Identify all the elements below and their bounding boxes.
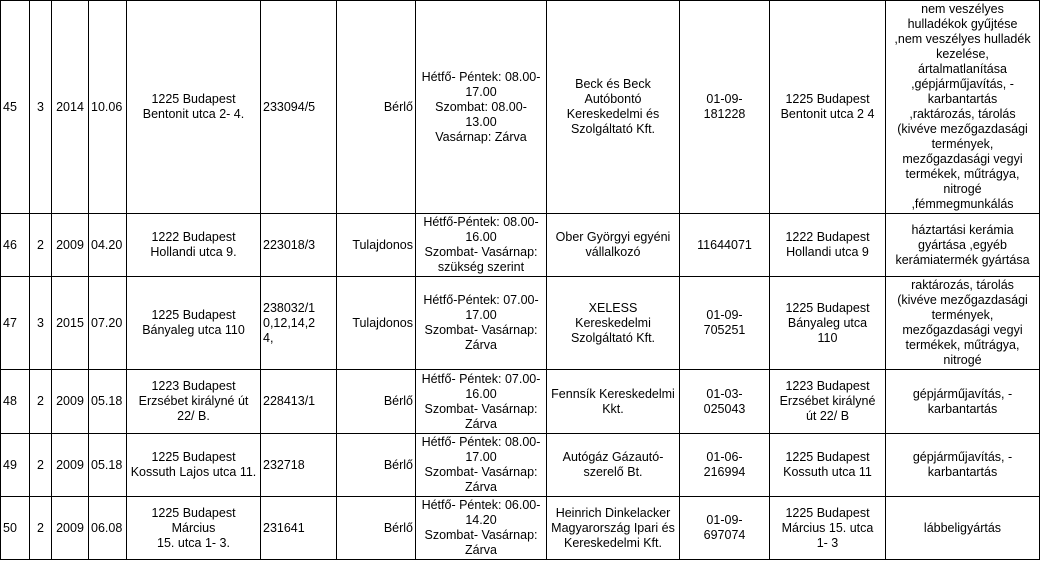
sub-number-text: 2 xyxy=(37,237,44,252)
company-name-cell-text: Kereskedelmi Kft. xyxy=(564,535,662,550)
registration-number-cell-text: 01-09- xyxy=(706,92,743,106)
address-cell-text: Kossuth Lajos utca 11. xyxy=(130,465,257,479)
row-number xyxy=(1,434,30,497)
opening-hours-cell-text: 16.00 xyxy=(465,386,497,401)
sub-number xyxy=(30,277,52,370)
date-cell-text: 05.18 xyxy=(91,457,123,472)
parcel-number-cell-text: 231641 xyxy=(263,520,305,535)
company-name-cell xyxy=(547,434,680,497)
activity-cell-text: nem veszélyes xyxy=(921,2,1004,16)
table-row xyxy=(1,434,1040,497)
address-cell-text: 1222 Budapest xyxy=(151,230,236,244)
company-seat-cell-text: Március 15. utca xyxy=(781,520,874,535)
address-cell xyxy=(127,1,261,214)
opening-hours-cell-text: Hétfő- Péntek: 08.00- xyxy=(421,69,541,84)
activity-cell-text: mezőgazdasági vegyi xyxy=(902,323,1023,337)
company-seat-cell-text: 110 xyxy=(817,330,838,345)
opening-hours-cell-text: 13.00 xyxy=(465,114,497,129)
opening-hours-cell-text: 16.00 xyxy=(465,230,497,244)
company-seat-cell-text: 1225 Budapest xyxy=(785,300,870,315)
company-seat-cell-text: Erzsébet királyné xyxy=(779,394,876,408)
row-number xyxy=(1,370,30,434)
year-cell xyxy=(52,434,89,497)
date-cell-text: 05.18 xyxy=(91,394,123,408)
activity-cell-text: hulladékok gyűjtése xyxy=(907,17,1018,31)
parcel-number-cell-text: 228413/1 xyxy=(263,394,316,408)
parcel-number-cell xyxy=(261,214,337,277)
company-seat-cell-text: 1225 Budapest xyxy=(785,450,870,464)
company-seat-cell xyxy=(770,370,886,434)
registration-number-cell xyxy=(680,370,770,434)
activity-cell-text: termékek, műtrágya, xyxy=(905,338,1020,352)
company-seat-cell-text: 1222 Budapest xyxy=(785,230,870,244)
sub-number xyxy=(30,370,52,434)
opening-hours-cell-text: Hétfő- Péntek: 08.00- xyxy=(421,435,541,449)
ownership-status-cell-text: Tulajdonos xyxy=(352,315,413,330)
sub-number xyxy=(30,1,52,214)
activity-cell-text: ártalmatlanítása xyxy=(918,62,1007,76)
registration-number-cell-text: 025043 xyxy=(703,401,746,416)
parcel-number-cell-text: 0,12,14,2 xyxy=(263,315,316,330)
table-row xyxy=(1,370,1040,434)
row-number-text: 48 xyxy=(3,394,17,408)
address-cell-text: 1225 Budapest xyxy=(151,92,236,106)
registration-number-cell xyxy=(680,277,770,370)
activity-cell-text: kerámiatermék gyártása xyxy=(895,252,1030,267)
year-cell-text: 2009 xyxy=(56,394,84,408)
company-seat-cell-text: 1223 Budapest xyxy=(785,379,870,393)
company-name-cell-text: Szolgáltató Kft. xyxy=(570,122,656,136)
company-seat-cell-text: út 22/ B xyxy=(805,409,850,423)
opening-hours-cell xyxy=(416,214,547,277)
address-cell-text: 1225 Budapest xyxy=(151,450,236,464)
opening-hours-cell-text: 17.00 xyxy=(465,84,497,99)
date-cell xyxy=(89,370,127,434)
opening-hours-cell-text: Zárva xyxy=(465,543,497,557)
company-name-cell xyxy=(547,497,680,560)
address-cell-text: Hollandi utca 9. xyxy=(150,245,237,259)
ownership-status-cell-text: Bérlő xyxy=(383,99,413,114)
opening-hours-cell-text: Szombat- Vasárnap: xyxy=(424,245,538,259)
activity-cell-text: lábbeligyártás xyxy=(923,520,1002,535)
sub-number-text: 3 xyxy=(37,99,44,114)
ownership-status-cell-text: Bérlő xyxy=(383,394,413,408)
registration-number-cell-text: 01-09- xyxy=(706,308,743,322)
opening-hours-cell-text: 14.20 xyxy=(465,513,497,527)
date-cell xyxy=(89,434,127,497)
date-cell-text: 04.20 xyxy=(91,237,123,252)
opening-hours-cell xyxy=(416,370,547,434)
year-cell xyxy=(52,497,89,560)
parcel-number-cell-text: 4, xyxy=(263,330,274,345)
opening-hours-cell-text: Zárva xyxy=(465,416,497,431)
date-cell xyxy=(89,1,127,214)
company-seat-cell-text: 1225 Budapest xyxy=(785,505,870,520)
company-name-cell xyxy=(547,370,680,434)
address-cell xyxy=(127,370,261,434)
company-seat-cell-text: 1- 3 xyxy=(816,535,839,550)
sub-number-text: 2 xyxy=(37,457,44,472)
company-seat-cell-text: 1225 Budapest xyxy=(785,92,870,106)
company-name-cell-text: Szolgáltató Kft. xyxy=(570,330,656,345)
table-row xyxy=(1,497,1040,560)
registration-number-cell xyxy=(680,497,770,560)
parcel-number-cell xyxy=(261,497,337,560)
address-cell-text: 1225 Budapest Március xyxy=(151,505,236,535)
registration-number-cell-text: 11644071 xyxy=(697,237,752,252)
company-name-cell-text: Autóbontó xyxy=(584,92,642,106)
activity-cell-text: kezelése, xyxy=(936,47,989,61)
year-cell-text: 2009 xyxy=(56,237,84,252)
date-cell xyxy=(89,497,127,560)
address-cell-text: 1223 Budapest xyxy=(151,379,236,393)
row-number xyxy=(1,277,30,370)
row-number-text: 49 xyxy=(3,457,17,472)
registration-number-cell-text: 216994 xyxy=(703,465,746,479)
sub-number xyxy=(30,434,52,497)
opening-hours-cell-text: Zárva xyxy=(465,338,497,352)
parcel-number-cell-text: 223018/3 xyxy=(263,237,316,252)
company-seat-cell-text: Hollandi utca 9 xyxy=(786,245,869,259)
year-cell-text: 2015 xyxy=(56,315,84,330)
table-row xyxy=(1,214,1040,277)
address-cell-text: Bentonit utca 2- 4. xyxy=(142,107,245,121)
activity-cell-text: ,nem veszélyes hulladék xyxy=(894,32,1031,46)
activity-cell-text: (kivéve mezőgazdasági xyxy=(897,293,1028,307)
date-cell-text: 06.08 xyxy=(91,520,123,535)
registration-number-cell-text: 01-09- xyxy=(706,513,743,527)
table-row xyxy=(1,277,1040,370)
company-seat-cell xyxy=(770,434,886,497)
activity-cell-text: gépjárműjavítás, - xyxy=(912,450,1013,464)
parcel-number-cell xyxy=(261,370,337,434)
activity-cell-text: termények, xyxy=(931,308,994,322)
ownership-status-cell-text: Bérlő xyxy=(383,457,413,472)
opening-hours-cell-text: 17.00 xyxy=(465,450,497,464)
opening-hours-cell-text: Szombat- Vasárnap: xyxy=(424,528,538,542)
company-seat-cell-text: Bentonit utca 2 4 xyxy=(780,107,875,121)
ownership-status-cell-text: Bérlő xyxy=(383,520,413,535)
ownership-status-cell xyxy=(337,1,416,214)
company-name-cell-text: szerelő Bt. xyxy=(583,465,643,479)
address-cell-text: 15. utca 1- 3. xyxy=(157,535,230,550)
registration-number-cell xyxy=(680,434,770,497)
date-cell xyxy=(89,214,127,277)
address-cell xyxy=(127,497,261,560)
row-number-text: 45 xyxy=(3,99,17,114)
ownership-status-cell-text: Tulajdonos xyxy=(352,237,413,252)
activity-cell-text: gyártása ,egyéb xyxy=(918,237,1007,252)
registration-number-cell-text: 705251 xyxy=(703,323,746,337)
opening-hours-cell-text: Hétfő-Péntek: 08.00- xyxy=(423,215,539,229)
company-name-cell xyxy=(547,214,680,277)
registration-number-cell-text: 01-03- xyxy=(706,386,743,401)
sub-number-text: 2 xyxy=(37,520,44,535)
row-number-text: 46 xyxy=(3,237,17,252)
activity-cell xyxy=(886,277,1040,370)
opening-hours-cell-text: szükség szerint xyxy=(437,260,525,274)
opening-hours-cell xyxy=(416,497,547,560)
company-name-cell-text: Kkt. xyxy=(602,401,624,416)
activity-cell-text: nitrogé xyxy=(943,182,982,196)
address-cell xyxy=(127,277,261,370)
parcel-number-cell-text: 233094/5 xyxy=(263,99,316,114)
address-cell-text: 1225 Budapest xyxy=(151,308,236,322)
row-number-text: 50 xyxy=(3,520,17,535)
activity-cell-text: karbantartás xyxy=(927,465,998,479)
company-name-cell-text: Fennsík Kereskedelmi xyxy=(551,386,675,401)
parcel-number-cell xyxy=(261,277,337,370)
company-name-cell-text: Kereskedelmi és xyxy=(566,107,660,121)
activity-cell xyxy=(886,1,1040,214)
sub-number-text: 3 xyxy=(37,315,44,330)
company-seat-cell xyxy=(770,277,886,370)
address-cell xyxy=(127,214,261,277)
registration-number-cell-text: 181228 xyxy=(703,107,746,121)
activity-cell xyxy=(886,370,1040,434)
activity-cell-text: ,raktározás, tárolás xyxy=(909,107,1016,121)
activity-cell-text: ,gépjárműjavítás, - xyxy=(911,77,1014,91)
registration-number-cell-text: 01-06- xyxy=(706,450,743,464)
row-number xyxy=(1,214,30,277)
opening-hours-cell-text: 17.00 xyxy=(465,308,497,322)
opening-hours-cell xyxy=(416,434,547,497)
company-name-cell xyxy=(547,1,680,214)
address-cell-text: 22/ B. xyxy=(177,409,210,423)
parcel-number-cell xyxy=(261,1,337,214)
company-name-cell-text: Autógáz Gázautó- xyxy=(562,450,664,464)
company-name-cell xyxy=(547,277,680,370)
activity-cell-text: karbantartás xyxy=(927,92,998,106)
activity-cell-text: raktározás, tárolás xyxy=(911,278,1014,292)
opening-hours-cell-text: Vasárnap: Zárva xyxy=(435,129,527,144)
opening-hours-cell-text: Szombat: 08.00- xyxy=(435,99,527,114)
opening-hours-cell-text: Szombat- Vasárnap: xyxy=(424,401,538,416)
date-cell-text: 07.20 xyxy=(91,315,123,330)
row-number xyxy=(1,497,30,560)
activity-cell-text: termények, xyxy=(931,137,994,151)
company-seat-cell xyxy=(770,497,886,560)
opening-hours-cell-text: Szombat- Vasárnap: xyxy=(424,323,538,337)
year-cell-text: 2009 xyxy=(56,520,84,535)
ownership-status-cell xyxy=(337,277,416,370)
row-number-text: 47 xyxy=(3,315,17,330)
sub-number-text: 2 xyxy=(37,394,44,408)
year-cell xyxy=(52,214,89,277)
activity-cell-text: karbantartás xyxy=(927,401,998,416)
address-cell-text: Erzsébet királyné út xyxy=(138,394,249,408)
year-cell-text: 2009 xyxy=(56,457,84,472)
company-name-cell-text: XELESS xyxy=(588,300,638,315)
opening-hours-cell xyxy=(416,1,547,214)
company-name-cell-text: Ober Györgyi egyéni xyxy=(555,230,671,244)
activity-cell-text: háztartási kerámia xyxy=(911,222,1014,237)
opening-hours-cell-text: Zárva xyxy=(465,480,497,494)
date-cell-text: 10.06 xyxy=(91,99,123,114)
ownership-status-cell xyxy=(337,214,416,277)
address-cell xyxy=(127,434,261,497)
row-number xyxy=(1,1,30,214)
company-seat-cell xyxy=(770,1,886,214)
registration-number-cell xyxy=(680,214,770,277)
activity-cell-text: nitrogé xyxy=(943,353,982,367)
opening-hours-cell-text: Hétfő-Péntek: 07.00- xyxy=(423,293,539,307)
ownership-status-cell xyxy=(337,370,416,434)
company-name-cell-text: Magyarország Ipari és xyxy=(551,520,675,535)
activity-cell-text: termékek, műtrágya, xyxy=(905,167,1020,181)
address-cell-text: Bányaleg utca 110 xyxy=(142,323,245,337)
registration-number-cell-text: 697074 xyxy=(703,528,746,542)
parcel-number-cell-text: 238032/1 xyxy=(263,300,316,315)
opening-hours-cell-text: Hétfő- Péntek: 07.00- xyxy=(421,371,541,386)
sub-number xyxy=(30,497,52,560)
company-name-cell-text: Heinrich Dinkelacker xyxy=(555,505,671,520)
table-row xyxy=(1,1,1040,214)
date-cell xyxy=(89,277,127,370)
parcel-number-cell xyxy=(261,434,337,497)
sub-number xyxy=(30,214,52,277)
ownership-status-cell xyxy=(337,497,416,560)
opening-hours-cell-text: Hétfő- Péntek: 06.00- xyxy=(421,498,541,512)
company-seat-cell-text: Bányaleg utca xyxy=(787,315,868,330)
activity-cell-text: mezőgazdasági vegyi xyxy=(902,152,1023,166)
year-cell xyxy=(52,1,89,214)
registration-number-cell xyxy=(680,1,770,214)
parcel-number-cell-text: 232718 xyxy=(263,457,305,472)
activity-cell xyxy=(886,214,1040,277)
company-name-cell-text: Beck és Beck xyxy=(575,77,651,91)
company-name-cell-text: vállalkozó xyxy=(585,245,641,259)
activity-cell xyxy=(886,434,1040,497)
activity-cell-text: (kivéve mezőgazdasági xyxy=(897,122,1028,136)
year-cell-text: 2014 xyxy=(56,99,84,114)
opening-hours-cell-text: Szombat- Vasárnap: xyxy=(424,465,538,479)
activity-cell xyxy=(886,497,1040,560)
company-name-cell-text: Kereskedelmi xyxy=(575,315,651,330)
ownership-status-cell xyxy=(337,434,416,497)
year-cell xyxy=(52,277,89,370)
year-cell xyxy=(52,370,89,434)
activity-cell-text: gépjárműjavítás, - xyxy=(912,386,1013,401)
company-seat-cell xyxy=(770,214,886,277)
activity-cell-text: ,fémmegmunkálás xyxy=(911,197,1014,211)
opening-hours-cell xyxy=(416,277,547,370)
company-seat-cell-text: Kossuth utca 11 xyxy=(783,465,872,479)
